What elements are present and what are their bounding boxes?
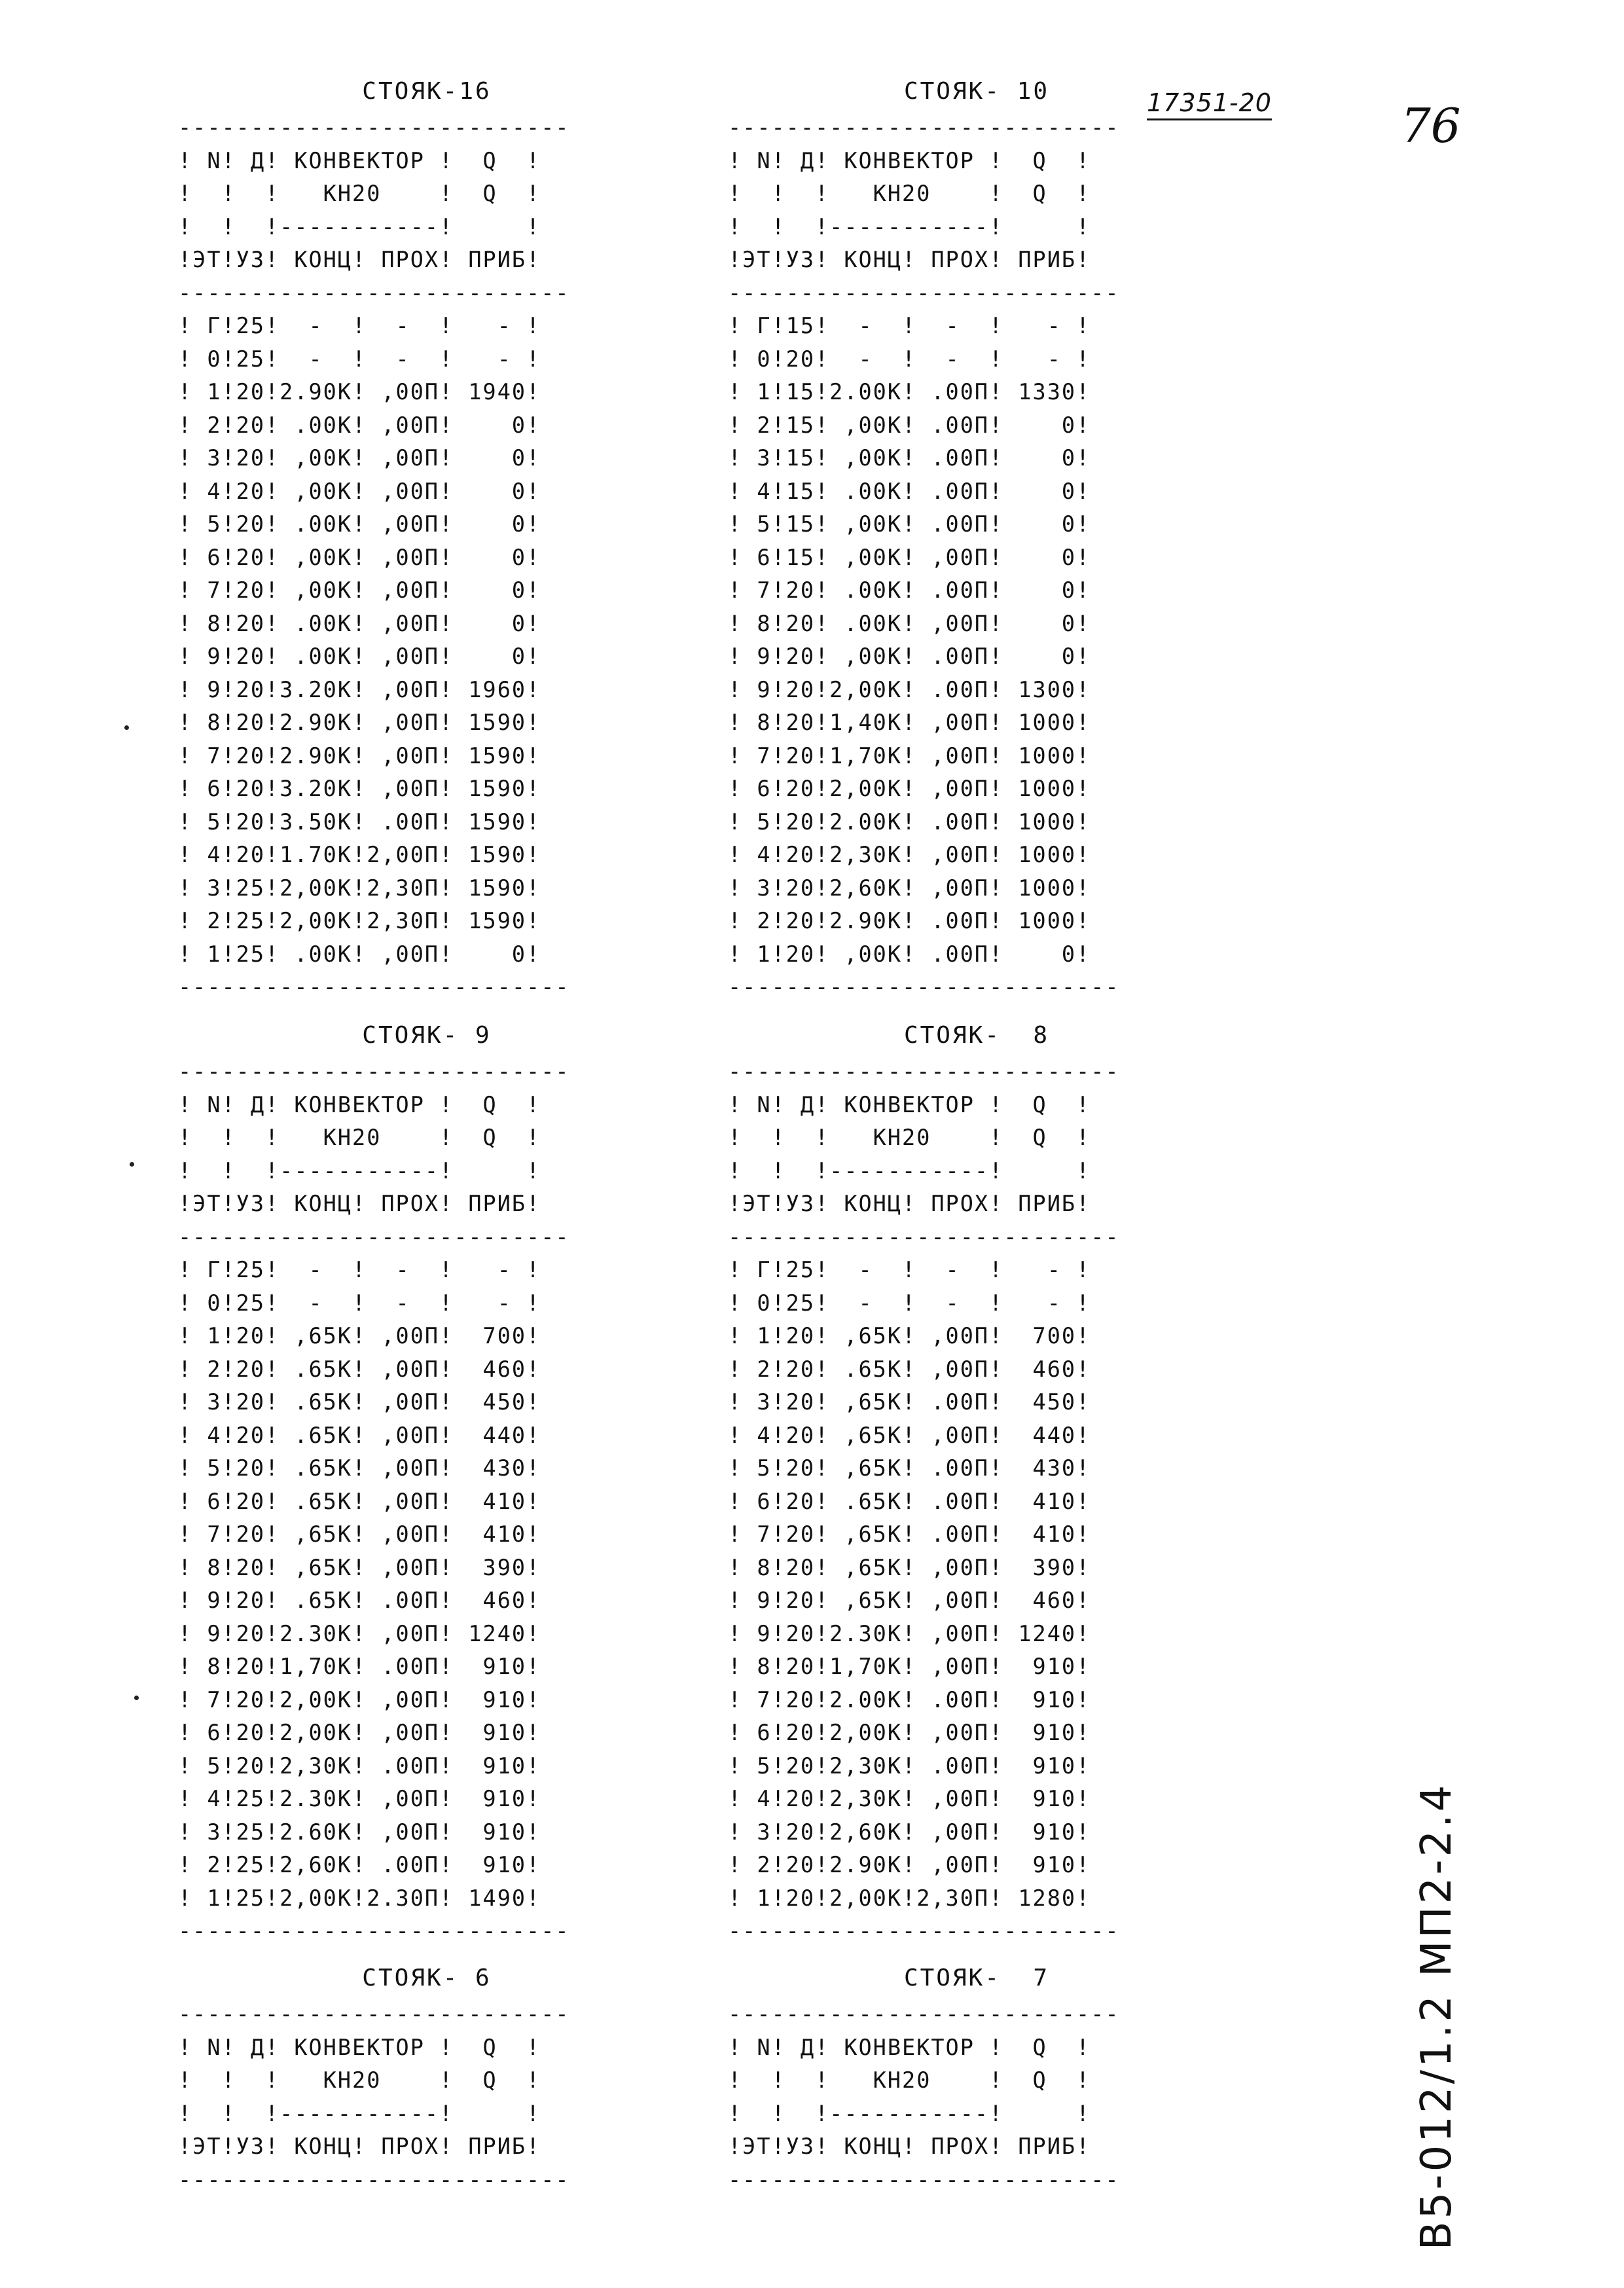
scan-speck (124, 725, 129, 730)
table-line: ! 5!20!2.00К! .00П! 1000! (728, 808, 1091, 835)
table-line: ! 7!20! ,00К! ,00П! 0! (178, 577, 541, 603)
scan-speck (130, 1162, 134, 1167)
table-line: !ЭТ!УЗ! КОНЦ! ПРОХ! ПРИБ! (728, 247, 1091, 272)
table-line: ! 7!20!2.00К! .00П! 910! (728, 1686, 1091, 1713)
table-line: ! 1!20!2.90К! ,00П! 1940! (178, 379, 541, 405)
table-line: ! 2!15! ,00К! .00П! 0! (728, 412, 1091, 438)
table-line: ! 4!20! ,00К! ,00П! 0! (178, 478, 541, 504)
table-title: СТОЯК- 10 (903, 78, 1050, 105)
scan-speck (134, 1696, 139, 1700)
table-body (728, 1998, 1225, 2196)
riser-table-6 (178, 1964, 676, 2196)
table-title: СТОЯК- 7 (903, 1965, 1050, 1991)
table-line: ! 5!20!2,30К! .00П! 910! (728, 1752, 1091, 1779)
table-line: ! 3!25!2,00К!2,30П! 1590! (178, 875, 541, 901)
table-rule: --------------------------- (728, 2166, 1120, 2192)
table-line: ! 1!25!2,00К!2.30П! 1490! (178, 1885, 541, 1911)
table-line: !ЭТ!УЗ! КОНЦ! ПРОХ! ПРИБ! (178, 1191, 541, 1216)
table-rule: --------------------------- (178, 1918, 570, 1944)
table-line: ! 3!20! .65К! ,00П! 450! (178, 1389, 541, 1415)
table-line: ! 8!20! .00К! ,00П! 0! (178, 610, 541, 636)
table-line: ! ! !-----------! ! (728, 1157, 1091, 1184)
table-line: ! 9!20! .65К! .00П! 460! (178, 1588, 541, 1613)
table-line: ! ! ! КН20 ! Q ! (178, 1125, 541, 1150)
table-line: ! N! Д! КОНВЕКТОР ! Q ! (728, 2034, 1091, 2060)
table-body (178, 1055, 676, 1948)
table-line: ! N! Д! КОНВЕКТОР ! Q ! (178, 2034, 541, 2060)
table-line: ! 1!20! ,00К! .00П! 0! (728, 941, 1091, 967)
riser-table-8 (728, 1021, 1225, 1948)
table-line: ! 3!20! ,65К! .00П! 450! (728, 1389, 1091, 1415)
table-line: ! ! ! КН20 ! Q ! (728, 1125, 1091, 1150)
table-line: ! 6!20!2,00К! ,00П! 910! (178, 1720, 541, 1745)
table-line: !ЭТ!УЗ! КОНЦ! ПРОХ! ПРИБ! (728, 2134, 1091, 2159)
table-line: ! 4!15! .00К! .00П! 0! (728, 478, 1091, 504)
table-line: ! N! Д! КОНВЕКТОР ! Q ! (178, 147, 541, 173)
table-line: ! 4!20! .65К! ,00П! 440! (178, 1422, 541, 1448)
table-line: ! N! Д! КОНВЕКТОР ! Q ! (728, 147, 1091, 173)
table-line: ! ! ! КН20 ! Q ! (728, 181, 1091, 206)
table-line: ! 3!20! ,00К! ,00П! 0! (178, 445, 541, 471)
riser-table-10 (728, 77, 1225, 1004)
table-line: ! ! !-----------! ! (178, 2100, 541, 2126)
table-line: ! 1!25! .00К! ,00П! 0! (178, 941, 541, 967)
table-line: ! 9!20! .00К! ,00П! 0! (178, 644, 541, 669)
table-line: ! 4!20! ,65К! ,00П! 440! (728, 1422, 1091, 1448)
table-title: СТОЯК- 9 (362, 1022, 492, 1049)
side-document-code: B5-012/1.2 МП2-2.4 (1413, 1782, 1461, 2251)
table-line: ! 6!20! ,00К! ,00П! 0! (178, 544, 541, 570)
table-body (178, 1998, 676, 2196)
table-line: ! 8!20! .00К! ,00П! 0! (728, 610, 1091, 636)
table-line: ! ! !-----------! ! (728, 2100, 1091, 2126)
table-line: ! ! ! КН20 ! Q ! (728, 2067, 1091, 2093)
table-rule: --------------------------- (728, 974, 1120, 1000)
table-line: ! 8!20! ,65К! ,00П! 390! (728, 1554, 1091, 1580)
table-line: ! 2!20!2.90К! ,00П! 910! (728, 1852, 1091, 1878)
table-line: ! 9!20!3.20К! ,00П! 1960! (178, 676, 541, 702)
table-line: ! 9!20! ,65К! ,00П! 460! (728, 1588, 1091, 1613)
table-line: ! 9!20!2.30К! ,00П! 1240! (178, 1620, 541, 1646)
table-line: ! ! !-----------! ! (178, 1157, 541, 1184)
table-line: ! 4!20!2,30К! ,00П! 1000! (728, 842, 1091, 867)
table-rule: --------------------------- (728, 2001, 1120, 2027)
table-line: ! 6!20!2,00К! ,00П! 1000! (728, 776, 1091, 801)
riser-table-9 (178, 1021, 676, 1948)
table-line: ! 4!20!1.70К!2,00П! 1590! (178, 842, 541, 867)
table-rule: --------------------------- (178, 2166, 570, 2192)
riser-table-7 (728, 1964, 1225, 2196)
table-line: ! 2!20! .00К! ,00П! 0! (178, 412, 541, 438)
table-line: !ЭТ!УЗ! КОНЦ! ПРОХ! ПРИБ! (728, 1191, 1091, 1216)
table-line: ! Г!25! - ! - ! - ! (728, 1257, 1091, 1282)
table-rule: --------------------------- (178, 115, 570, 140)
table-line: ! 1!15!2.00К! .00П! 1330! (728, 379, 1091, 405)
table-rule: --------------------------- (178, 1224, 570, 1250)
table-line: ! 3!20!2,60К! ,00П! 910! (728, 1819, 1091, 1845)
table-line: ! 0!20! - ! - ! - ! (728, 346, 1091, 372)
table-line: ! 6!20! .65К! ,00П! 410! (178, 1488, 541, 1514)
table-line: ! 5!20!3.50К! .00П! 1590! (178, 808, 541, 835)
table-body (728, 111, 1225, 1004)
table-line: ! 6!20!3.20К! ,00П! 1590! (178, 776, 541, 801)
table-line: ! 5!20! .65К! ,00П! 430! (178, 1455, 541, 1481)
table-rule: --------------------------- (728, 280, 1120, 306)
table-line: ! ! !-----------! ! (728, 213, 1091, 240)
table-line: ! Г!25! - ! - ! - ! (178, 1257, 541, 1282)
table-line: ! 4!25!2.30К! ,00П! 910! (178, 1786, 541, 1811)
table-line: ! ! ! КН20 ! Q ! (178, 2067, 541, 2093)
table-rule: --------------------------- (728, 1224, 1120, 1250)
table-line: ! 2!25!2,60К! .00П! 910! (178, 1852, 541, 1878)
table-line: ! ! ! КН20 ! Q ! (178, 181, 541, 206)
table-line: ! 2!20! .65К! ,00П! 460! (728, 1356, 1091, 1382)
table-line: ! 7!20!2,00К! ,00П! 910! (178, 1686, 541, 1713)
table-line: ! 6!20!2,00К! ,00П! 910! (728, 1720, 1091, 1745)
table-line: ! 8!20!1,70К! .00П! 910! (178, 1654, 541, 1679)
table-rule: --------------------------- (728, 1918, 1120, 1944)
table-line: ! 8!20!1,70К! ,00П! 910! (728, 1654, 1091, 1679)
table-line: ! 2!20! .65К! ,00П! 460! (178, 1356, 541, 1382)
table-rule: --------------------------- (178, 974, 570, 1000)
table-line: !ЭТ!УЗ! КОНЦ! ПРОХ! ПРИБ! (178, 247, 541, 272)
table-line: ! N! Д! КОНВЕКТОР ! Q ! (728, 1091, 1091, 1117)
table-line: ! 7!20!1,70К! ,00П! 1000! (728, 742, 1091, 769)
table-line: ! 4!20!2,30К! ,00П! 910! (728, 1786, 1091, 1811)
table-line: ! 9!20! ,00К! .00П! 0! (728, 644, 1091, 669)
table-line: ! 9!20!2.30К! ,00П! 1240! (728, 1620, 1091, 1646)
table-line: ! 9!20!2,00К! .00П! 1300! (728, 676, 1091, 702)
table-line: ! 8!20!2.90К! ,00П! 1590! (178, 710, 541, 735)
table-line: ! 8!20! ,65К! ,00П! 390! (178, 1554, 541, 1580)
table-line: ! ! !-----------! ! (178, 213, 541, 240)
riser-table-16 (178, 77, 676, 1004)
handwritten-code: 17351-20 (1147, 88, 1272, 120)
table-line: ! 1!20! ,65К! ,00П! 700! (178, 1323, 541, 1349)
table-line: ! 8!20!1,40К! ,00П! 1000! (728, 710, 1091, 735)
table-line: ! 1!20!2,00К!2,30П! 1280! (728, 1885, 1091, 1911)
table-line: ! 7!20! ,65К! ,00П! 410! (178, 1521, 541, 1547)
table-line: ! 7!20! .00К! .00П! 0! (728, 577, 1091, 603)
table-line: ! 3!15! ,00К! .00П! 0! (728, 445, 1091, 471)
table-line: ! 7!20! ,65К! .00П! 410! (728, 1521, 1091, 1547)
table-line: ! 3!25!2.60К! ,00П! 910! (178, 1819, 541, 1845)
table-line: ! 5!20! ,65К! .00П! 430! (728, 1455, 1091, 1481)
table-line: ! 2!20!2.90К! .00П! 1000! (728, 908, 1091, 934)
table-line: ! 5!20! .00К! ,00П! 0! (178, 511, 541, 537)
table-body (728, 1055, 1225, 1948)
table-line: ! 3!20!2,60К! ,00П! 1000! (728, 875, 1091, 901)
table-line: ! 5!20!2,30К! .00П! 910! (178, 1752, 541, 1779)
table-body (178, 111, 676, 1004)
table-title: СТОЯК- 6 (362, 1965, 492, 1991)
table-title: СТОЯК-16 (362, 78, 492, 105)
table-line: ! 2!25!2,00К!2,30П! 1590! (178, 908, 541, 934)
table-line: ! 0!25! - ! - ! - ! (728, 1290, 1091, 1316)
table-line: ! 7!20!2.90К! ,00П! 1590! (178, 742, 541, 769)
table-rule: --------------------------- (178, 280, 570, 306)
page-number: 76 (1401, 98, 1461, 153)
table-line: ! 0!25! - ! - ! - ! (178, 346, 541, 372)
table-line: ! 6!20! .65К! .00П! 410! (728, 1488, 1091, 1514)
table-line: ! N! Д! КОНВЕКТОР ! Q ! (178, 1091, 541, 1117)
table-rule: --------------------------- (178, 1059, 570, 1084)
table-rule: --------------------------- (178, 2001, 570, 2027)
table-rule: --------------------------- (728, 1059, 1120, 1084)
table-rule: --------------------------- (728, 115, 1120, 140)
table-line: ! 0!25! - ! - ! - ! (178, 1290, 541, 1316)
table-line: !ЭТ!УЗ! КОНЦ! ПРОХ! ПРИБ! (178, 2134, 541, 2159)
table-line: ! Г!15! - ! - ! - ! (728, 313, 1091, 338)
table-line: ! Г!25! - ! - ! - ! (178, 313, 541, 338)
table-title: СТОЯК- 8 (903, 1022, 1050, 1049)
table-line: ! 1!20! ,65К! ,00П! 700! (728, 1323, 1091, 1349)
table-line: ! 6!15! ,00К! ,00П! 0! (728, 544, 1091, 570)
table-line: ! 5!15! ,00К! .00П! 0! (728, 511, 1091, 537)
